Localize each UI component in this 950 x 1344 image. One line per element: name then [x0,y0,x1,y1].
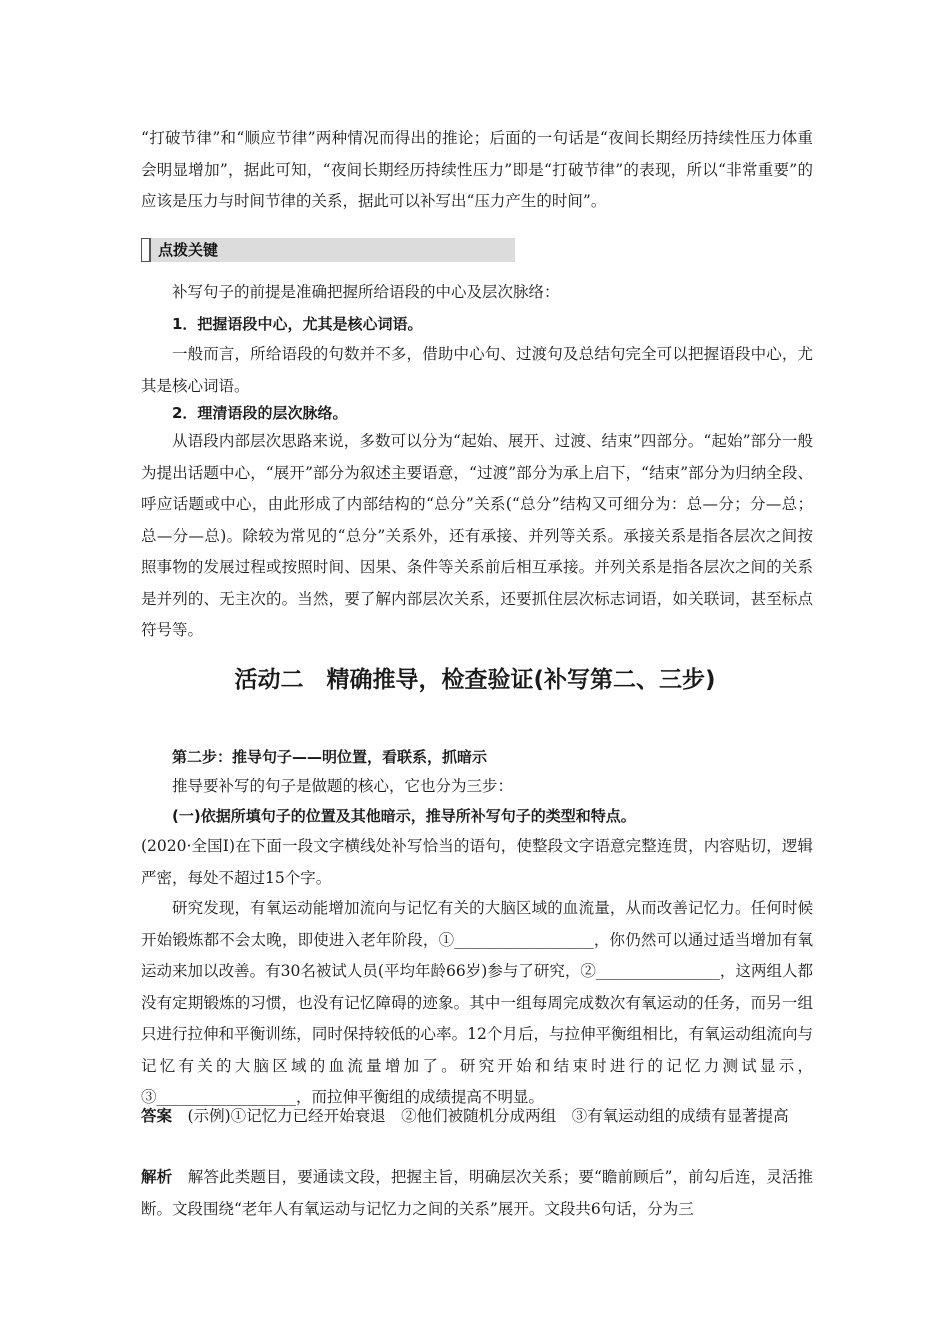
question-passage: 研究发现，有氧运动能增加流向与记忆有关的大脑区域的血流量，从而改善记忆力。任何时候开始锻炼都不会太晚，即使进入老年阶段，①__________________，你仍然可以通过适当增加有氧运动来加以改善。有30名被试人员(平均年龄66岁)参与了研究，②________________，这两组人都没有定期锻炼的习惯，也没有记忆障碍的迹象。其中一组每周完成数次有氧运动的任务，而另一组只进行拉伸和平衡训练，同时保持较低的心率。12个月后，与拉伸平衡组相比，有氧运动组流向与记忆有关的大脑区域的血流量增加了。研究开始和结束时进行的记忆力测试显示，③__________________，而拉伸平衡组的成绩提高不明显。 [141,899,813,1106]
answer-paragraph [141,1101,813,1133]
intro-paragraph: “打破节律”和“顺应节律”两种情况而得出的推论；后面的一句话是“夜间长期经历持续性压力体重会明显增加”，据此可知，“夜间长期经历持续性压力”即是“打破节律”的表现，所以“非常重要”的应该是压力与时间节律的关系，据此可以补写出“压力产生的时间”。 [141,129,813,210]
analysis-label: 解析 [141,1168,173,1186]
section-heading: 活动二 精确推导，检查验证(补写第二、三步) [234,667,716,693]
point1-title: 1．把握语段中心，尤其是核心词语。 [172,315,423,333]
key-points-label-bar [141,238,515,262]
answer-text: (示例)①记忆力已经开始衰退 ②他们被随机分成两组 ③有氧运动组的成绩有显著提高 [187,1107,789,1125]
answer-label: 答案 [141,1107,173,1125]
point1-text: 一般而言，所给语段的句数并不多，借助中心句、过渡句及总结句完全可以把握语段中心，尤其是核心词语。 [141,345,813,395]
point2-title: 2．理清语段的层次脉络。 [172,404,348,422]
key-points-label: 点拨关键 [158,241,219,259]
point2-text: 从语段内部层次思路来说，多数可以分为“起始、展开、过渡、结束”四部分。“起始”部分一般为提出话题中心，“展开”部分为叙述主要语意，“过渡”部分为承上启下，“结束”部分为归纳全段、呼应话题或中心，由此形成了内部结构的“总分”关系(“总分”结构又可细分为：总—分；分—总；总—分—总)。除较为常见的“总分”关系外，还有承接、并列等关系。承接关系是指各层次之间按照事物的发展过程或按照时间、因果、条件等关系前后相互承接。并列关系是指各层次之间的关系是并列的、无主次的。当然，要了解内部层次关系，还要抓住层次标志词语，如关联词，甚至标点符号等。 [141,432,813,639]
key-points-lead: 补写句子的前提是准确把握所给语段的中心及层次脉络： [172,283,560,301]
question-prompt: (2020·全国Ⅰ)在下面一段文字横线处补写恰当的语句，使整段文字语意完整连贯，内容贴切，逻辑严密，每处不超过15个字。 [141,837,813,887]
step2-lead: 推导要补写的句子是做题的核心，它也分为三步： [172,777,514,795]
analysis-paragraph [141,1162,813,1225]
bookmark-icon [141,238,151,262]
analysis-text: 解答此类题目，要通读文段，把握主旨，明确层次关系；要“瞻前顾后”，前勾后连，灵活推断。文段围绕“老年人有氧运动与记忆力之间的关系”展开。文段共6句话，分为三 [141,1168,813,1218]
step2-sub1: (一)依据所填句子的位置及其他暗示，推导所补写句子的类型和特点。 [172,807,636,825]
step2-title: 第二步：推导句子——明位置，看联系，抓暗示 [172,748,488,766]
